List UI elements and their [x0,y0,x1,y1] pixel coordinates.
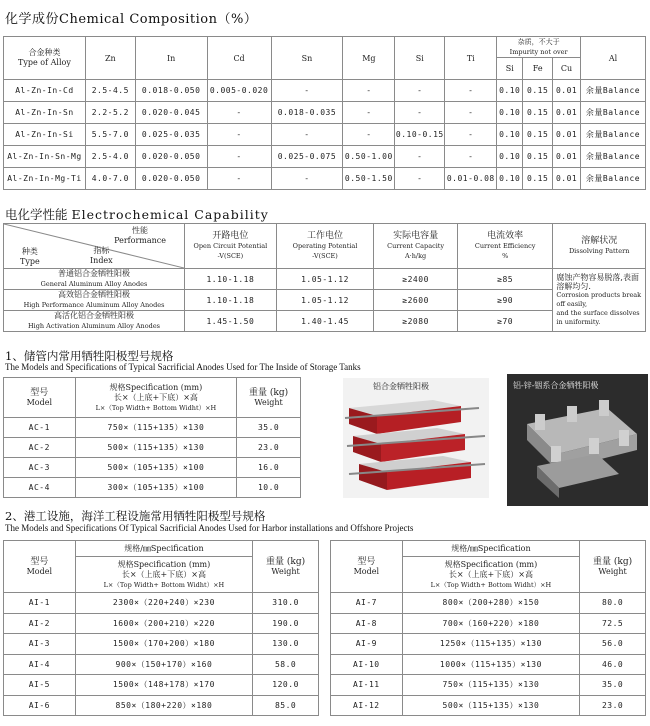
col-imp-cu: Cu [553,58,581,80]
chem-cell-sn: 0.018-0.035 [271,102,343,124]
weight-cell: 16.0 [237,458,301,478]
spec-cell: 800×（200+280）×150 [402,593,580,614]
model-cell: AC-4 [4,478,76,498]
col-si: Si [395,37,445,80]
table-row [4,168,646,190]
chem-cell-al: 余量Balance [581,168,646,190]
chem-cell-isi: 0.10 [497,146,523,168]
chem-cell-zn: 2.2-5.2 [85,102,135,124]
elec-section-title: 电化学性能 Electrochemical Capability [5,207,269,222]
table-row [331,654,646,675]
ocp-cell: 1.10-1.18 [185,290,277,311]
chem-cell-cd: - [207,168,271,190]
chem-cell-alloy: Al-Zn-In-Cd [4,80,86,102]
model-cell: AI-5 [4,675,76,696]
table-row [4,269,646,290]
weight-cell: 56.0 [580,634,646,655]
table-row [4,654,319,675]
weight-cell: 35.0 [237,418,301,438]
dissolving-pattern-cell: 腐蚀产物容易脱落,表面溶解均匀. Corrosion products break off easily, and the surface dissolves in uniformity. [553,269,646,332]
model-cell: AI-3 [4,634,76,655]
model-cell: AI-6 [4,695,76,716]
weight-cell: 190.0 [253,613,319,634]
chem-cell-zn: 4.0-7.0 [85,168,135,190]
table-row [331,695,646,716]
model-cell: AI-11 [331,675,403,696]
anode-bars-image [343,378,489,498]
chem-cell-si: 0.10-0.15 [395,124,445,146]
chem-cell-cd: 0.005-0.020 [207,80,271,102]
harbor-right-spec-top: 规格/㎜Specification [402,541,580,557]
weight-cell: 130.0 [253,634,319,655]
col-al: Al [581,37,646,80]
weight-cell: 23.0 [237,438,301,458]
chem-cell-fe: 0.15 [523,124,553,146]
weight-cell: 72.5 [580,613,646,634]
weight-cell: 85.0 [253,695,319,716]
perf-index-type-header: 性能 Performance 指标 Index 种类 Type [4,224,185,269]
chem-cell-in: 0.020-0.045 [135,102,207,124]
table-row [4,478,301,498]
chem-cell-alloy: Al-Zn-In-Sn [4,102,86,124]
col-imp-fe: Fe [523,58,553,80]
col-zn: Zn [85,37,135,80]
chem-cell-isi: 0.10 [497,102,523,124]
aluminum-anode-photo [343,378,489,498]
table-row [4,613,319,634]
harbor-table-right [330,540,646,716]
chem-cell-al: 余量Balance [581,146,646,168]
table-row [4,675,319,696]
col-in: In [135,37,207,80]
chem-cell-mg: - [343,124,395,146]
model-cell: AI-7 [331,593,403,614]
capacity-cell: ≥2400 [374,269,458,290]
chemical-composition-table [3,36,646,190]
op-cell: 1.05-1.12 [276,290,374,311]
chem-cell-cd: - [207,146,271,168]
harbor-right-spec-header: 规格Specification (mm) 长×（上底+下底）×高 L×（Top Width+ Bottom Widht）×H [402,557,580,593]
chem-cell-fe: 0.15 [523,168,553,190]
spec-cell: 500×（105+135）×100 [75,458,237,478]
anode-type-cell: 高效铝合金牺牲阳极 High Performance Aluminum Alloy Anodes [4,290,185,311]
chem-cell-zn: 2.5-4.0 [85,146,135,168]
table-row [4,124,646,146]
weight-cell: 35.0 [580,675,646,696]
chem-cell-sn: - [271,168,343,190]
model-cell: AI-2 [4,613,76,634]
chem-cell-fe: 0.15 [523,80,553,102]
weight-cell: 46.0 [580,654,646,675]
harbor-section-title-en: The Models and Specifications Of Typical Sacrificial Anodes Used for Harbor installations and Offshore Projects [5,523,414,533]
alloy-type-header: 合金种类 Type of Alloy [4,37,86,80]
spec-cell: 1600×（200+210）×220 [75,613,253,634]
table-row [4,290,646,311]
chem-cell-cu: 0.01 [553,168,581,190]
al-zn-in-anode-photo [507,374,648,506]
impurity-header: 杂质，不大于 Impurity not over [497,37,581,58]
table-row [4,458,301,478]
harbor-left-model-header: 型号 Model [4,541,76,593]
chem-cell-in: 0.020-0.050 [135,168,207,190]
model-cell: AI-10 [331,654,403,675]
capacity-cell: ≥2600 [374,290,458,311]
harbor-left-spec-top: 规格/㎜Specification [75,541,253,557]
ocp-header: 开路电位 Open Circuit Potential -V(SCE) [185,224,277,269]
table-row [4,593,319,614]
spec-cell: 2300×（220+240）×230 [75,593,253,614]
weight-cell: 58.0 [253,654,319,675]
harbor-table-left [3,540,319,716]
model-cell: AC-2 [4,438,76,458]
table-row [4,418,301,438]
spec-cell: 900×（150+170）×160 [75,654,253,675]
col-cd: Cd [207,37,271,80]
chem-cell-alloy: Al-Zn-In-Mg-Ti [4,168,86,190]
chem-cell-fe: 0.15 [523,102,553,124]
harbor-section-title-cn: 2、港工设施，海洋工程设施常用牺牲阳极型号规格 [5,509,266,523]
chem-cell-cu: 0.01 [553,146,581,168]
table-row [4,311,646,332]
chem-cell-ti: 0.01-0.08 [445,168,497,190]
model-cell: AI-1 [4,593,76,614]
tank-anode-table [3,377,301,498]
spec-cell: 500×（115+135）×130 [75,438,237,458]
table-row [4,438,301,458]
chem-cell-sn: 0.025-0.075 [271,146,343,168]
weight-cell: 23.0 [580,695,646,716]
table-row [4,102,646,124]
chem-cell-isi: 0.10 [497,168,523,190]
model-cell: AI-9 [331,634,403,655]
chem-cell-mg: 0.50-1.00 [343,146,395,168]
efficiency-cell: ≥90 [457,290,553,311]
efficiency-cell: ≥85 [457,269,553,290]
harbor-left-weight-header: 重量 (kg) Weight [253,541,319,593]
chem-cell-cd: - [207,102,271,124]
op-cell: 1.40-1.45 [276,311,374,332]
chem-cell-ti: - [445,102,497,124]
spec-cell: 750×（115+135）×130 [75,418,237,438]
op-cell: 1.05-1.12 [276,269,374,290]
chem-cell-cu: 0.01 [553,80,581,102]
chem-cell-al: 余量Balance [581,80,646,102]
chem-cell-cd: - [207,124,271,146]
chem-cell-ti: - [445,146,497,168]
model-cell: AC-1 [4,418,76,438]
dissolving-header: 溶解状况 Dissolving Pattern [553,224,646,269]
col-imp-si: Si [497,58,523,80]
weight-cell: 10.0 [237,478,301,498]
chem-cell-zn: 5.5-7.0 [85,124,135,146]
spec-cell: 1000×（115+135）×130 [402,654,580,675]
weight-cell: 80.0 [580,593,646,614]
table-row [331,593,646,614]
col-mg: Mg [343,37,395,80]
chem-cell-mg: 0.50-1.50 [343,168,395,190]
anode-type-cell: 高活化铝合金牺牲阳极 High Activation Aluminum Alloy Anodes [4,311,185,332]
harbor-left-spec-header: 规格Specification (mm) 长×（上底+下底）×高 L×（Top Width+ Bottom Widht）×H [75,557,253,593]
chem-cell-si: - [395,80,445,102]
harbor-right-model-header: 型号 Model [331,541,403,593]
chem-section-title: 化学成份Chemical Composition（%） [5,12,258,27]
chem-cell-ti: - [445,124,497,146]
model-cell: AI-12 [331,695,403,716]
spec-cell: 1250×（115+135）×130 [402,634,580,655]
col-sn: Sn [271,37,343,80]
chem-cell-isi: 0.10 [497,124,523,146]
tank-spec-header: 规格Specification (mm) 长×（上底+下底）×高 L×（Top Width+ Bottom Widht）×H [75,378,237,418]
tank-weight-header: 重量 (kg) Weight [237,378,301,418]
al-zn-in-anode-photo-label: 铝-锌-铟系合金牺牲阳极 [513,381,599,390]
spec-cell: 700×（160+220）×180 [402,613,580,634]
chem-cell-sn: - [271,124,343,146]
tank-model-header: 型号 Model [4,378,76,418]
efficiency-header: 电流效率 Current Efficiency % [457,224,553,269]
chem-cell-in: 0.018-0.050 [135,80,207,102]
chem-cell-isi: 0.10 [497,80,523,102]
aluminum-anode-photo-label: 铝合金牺牲阳极 [373,382,429,391]
anode-type-cell: 普通铝合金牺牲阳极 General Aluminum Alloy Anodes [4,269,185,290]
model-cell: AI-4 [4,654,76,675]
chem-cell-cu: 0.01 [553,102,581,124]
spec-cell: 1500×（170+200）×180 [75,634,253,655]
chem-cell-alloy: Al-Zn-In-Si [4,124,86,146]
chem-cell-si: - [395,146,445,168]
tank-section-title-cn: 1、储管内常用牺牲阳极型号规格 [5,349,174,363]
spec-cell: 1500×（148+178）×170 [75,675,253,696]
chem-cell-al: 余量Balance [581,124,646,146]
anode-cluster-image [507,374,648,506]
chem-cell-mg: - [343,102,395,124]
tank-section-title-en: The Models and Specifications of Typical Sacrificial Anodes Used for The Inside of Storage Tanks [5,362,361,372]
ocp-cell: 1.10-1.18 [185,269,277,290]
chem-cell-mg: - [343,80,395,102]
table-row [331,675,646,696]
table-row [331,634,646,655]
table-row [4,634,319,655]
spec-cell: 750×（115+135）×130 [402,675,580,696]
op-header: 工作电位 Operating Potential -V(SCE) [276,224,374,269]
chem-cell-si: - [395,168,445,190]
table-row [331,613,646,634]
chem-cell-in: 0.025-0.035 [135,124,207,146]
chem-cell-sn: - [271,80,343,102]
chem-cell-cu: 0.01 [553,124,581,146]
chem-cell-al: 余量Balance [581,102,646,124]
chem-cell-si: - [395,102,445,124]
col-ti: Ti [445,37,497,80]
table-row [4,146,646,168]
chem-cell-alloy: Al-Zn-In-Sn-Mg [4,146,86,168]
table-row [4,80,646,102]
chem-cell-in: 0.020-0.050 [135,146,207,168]
chem-cell-zn: 2.5-4.5 [85,80,135,102]
electrochemical-table [3,223,646,332]
efficiency-cell: ≥70 [457,311,553,332]
weight-cell: 120.0 [253,675,319,696]
spec-cell: 300×（105+135）×100 [75,478,237,498]
ocp-cell: 1.45-1.50 [185,311,277,332]
capacity-cell: ≥2080 [374,311,458,332]
chem-cell-ti: - [445,80,497,102]
table-row [4,695,319,716]
spec-cell: 500×（115+135）×130 [402,695,580,716]
spec-cell: 850×（180+220）×180 [75,695,253,716]
weight-cell: 310.0 [253,593,319,614]
model-cell: AI-8 [331,613,403,634]
capacity-header: 实际电容量 Current Capacity A·h/kg [374,224,458,269]
harbor-right-weight-header: 重量 (kg) Weight [580,541,646,593]
chem-cell-fe: 0.15 [523,146,553,168]
model-cell: AC-3 [4,458,76,478]
